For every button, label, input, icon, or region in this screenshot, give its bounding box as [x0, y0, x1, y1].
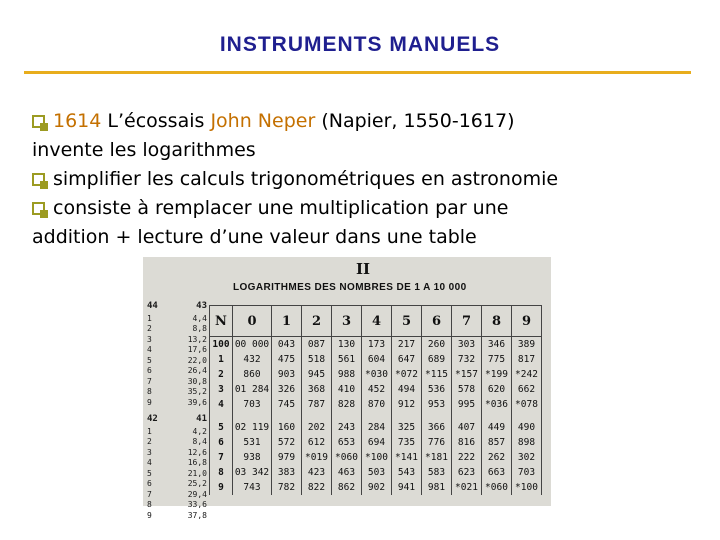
side-cell: 29,4	[187, 489, 207, 499]
square-bullet-icon	[32, 115, 45, 128]
log-value-cell: *030	[362, 367, 392, 382]
log-value-cell: 260	[422, 337, 452, 353]
logarithm-table	[209, 305, 542, 495]
side-cell: 5	[147, 355, 152, 365]
log-value-cell: *060	[482, 480, 512, 495]
log-value-cell: 407	[452, 412, 482, 435]
log-value-cell: 903	[272, 367, 302, 382]
log-value-cell: 912	[392, 397, 422, 412]
table-row	[210, 397, 542, 412]
side-heading	[147, 301, 207, 312]
row-number-cell: 3	[210, 382, 233, 397]
highlighted-text: 1614	[53, 110, 102, 132]
log-value-cell: *100	[362, 450, 392, 465]
side-heading-value: 44	[147, 301, 158, 311]
log-value-cell: 383	[272, 465, 302, 480]
log-value-cell: 160	[272, 412, 302, 435]
side-row	[147, 356, 207, 367]
log-value-cell: *021	[452, 480, 482, 495]
side-cell: 9	[147, 397, 152, 407]
log-value-cell: 503	[362, 465, 392, 480]
side-cell: 12,6	[187, 447, 207, 457]
log-value-cell: 303	[452, 337, 482, 353]
row-number-cell: 6	[210, 435, 233, 450]
side-row	[147, 324, 207, 335]
text-span: simplifier les calculs trigonométriques en astronomie	[53, 168, 559, 190]
side-cell: 26,4	[187, 366, 207, 375]
side-row	[147, 479, 207, 490]
side-row	[147, 387, 207, 398]
log-value-cell: 389	[512, 337, 542, 353]
log-value-cell: 325	[392, 412, 422, 435]
log-value-cell: *199	[482, 367, 512, 382]
table-row	[210, 435, 542, 450]
table-row	[210, 337, 542, 353]
log-value-cell: 368	[302, 382, 332, 397]
column-header: 9	[512, 306, 542, 337]
log-value-cell: *115	[422, 367, 452, 382]
log-value-cell: 302	[512, 450, 542, 465]
side-row	[147, 314, 207, 325]
column-header: 0	[233, 306, 272, 337]
side-row	[147, 511, 207, 522]
side-cell: 22,0	[187, 355, 207, 365]
side-cell: 13,2	[187, 334, 207, 344]
log-value-cell: 536	[422, 382, 452, 397]
log-value-cell: 00 000	[233, 337, 272, 353]
log-value-cell: 173	[362, 337, 392, 353]
log-value-cell: 01 284	[233, 382, 272, 397]
proportional-parts-column	[147, 301, 207, 520]
square-bullet-icon	[32, 173, 45, 186]
text-span: consiste à remplacer une multiplication par une	[53, 197, 509, 219]
row-number-cell: 1	[210, 352, 233, 367]
row-number-cell: 8	[210, 465, 233, 480]
log-value-cell: *100	[512, 480, 542, 495]
side-cell: 5	[147, 468, 152, 478]
slide-title: INSTRUMENTS MANUELS	[219, 33, 501, 56]
log-value-cell: 561	[332, 352, 362, 367]
side-cell: 37,8	[187, 510, 207, 520]
log-value-cell: 423	[302, 465, 332, 480]
log-value-cell: 346	[482, 337, 512, 353]
row-number-cell: 9	[210, 480, 233, 495]
side-cell: 8,4	[192, 437, 207, 446]
side-cell: 35,2	[187, 387, 207, 396]
side-cell: 3	[147, 447, 152, 457]
text-span: addition + lecture d’une valeur dans une table	[32, 226, 477, 248]
text-line	[32, 224, 477, 250]
side-cell: 3	[147, 334, 152, 344]
column-header: 1	[272, 306, 302, 337]
text-line	[32, 166, 558, 192]
side-row	[147, 377, 207, 388]
log-value-cell: 732	[452, 352, 482, 367]
log-value-cell: 953	[422, 397, 452, 412]
side-cell: 30,8	[187, 376, 207, 386]
side-cell: 4,2	[192, 426, 207, 436]
column-header: 4	[362, 306, 392, 337]
log-value-cell: 604	[362, 352, 392, 367]
log-value-cell: 623	[452, 465, 482, 480]
column-header: 3	[332, 306, 362, 337]
side-cell: 25,2	[187, 479, 207, 488]
side-row	[147, 469, 207, 480]
log-value-cell: 979	[272, 450, 302, 465]
log-value-cell: 902	[362, 480, 392, 495]
table-row	[210, 367, 542, 382]
log-value-cell: 494	[392, 382, 422, 397]
log-value-cell: 743	[233, 480, 272, 495]
log-value-cell: 572	[272, 435, 302, 450]
table-number: II	[356, 260, 371, 278]
side-cell: 7	[147, 489, 152, 499]
side-row	[147, 345, 207, 356]
side-cell: 8,8	[192, 324, 207, 333]
log-value-cell: 860	[233, 367, 272, 382]
side-cell: 7	[147, 376, 152, 386]
side-row	[147, 366, 207, 377]
log-value-cell: 653	[332, 435, 362, 450]
text-line	[32, 137, 256, 163]
log-value-cell: 452	[362, 382, 392, 397]
column-header: 6	[422, 306, 452, 337]
side-cell: 2	[147, 437, 152, 446]
side-row	[147, 398, 207, 409]
log-value-cell: 432	[233, 352, 272, 367]
table-row	[210, 480, 542, 495]
row-number-cell: 5	[210, 412, 233, 435]
log-value-cell: *072	[392, 367, 422, 382]
text-span: invente les logarithmes	[32, 139, 256, 161]
log-value-cell: 938	[233, 450, 272, 465]
log-value-cell: *019	[302, 450, 332, 465]
log-value-cell: 662	[512, 382, 542, 397]
log-value-cell: 816	[452, 435, 482, 450]
log-value-cell: 735	[392, 435, 422, 450]
log-value-cell: 745	[272, 397, 302, 412]
log-value-cell: 284	[362, 412, 392, 435]
log-value-cell: *060	[332, 450, 362, 465]
log-value-cell: 243	[332, 412, 362, 435]
side-row	[147, 437, 207, 448]
side-row	[147, 448, 207, 459]
table-row	[210, 412, 542, 435]
log-value-cell: 463	[332, 465, 362, 480]
log-value-cell: 647	[392, 352, 422, 367]
column-header: N	[210, 306, 233, 337]
row-number-cell: 7	[210, 450, 233, 465]
side-row	[147, 427, 207, 438]
highlighted-text: John Neper	[210, 110, 316, 132]
side-cell: 2	[147, 324, 152, 333]
log-value-cell: 583	[422, 465, 452, 480]
side-cell: 8	[147, 500, 152, 509]
side-row	[147, 500, 207, 511]
log-value-cell: 490	[512, 412, 542, 435]
side-cell: 6	[147, 366, 152, 375]
log-value-cell: 857	[482, 435, 512, 450]
text-span: L’écossais	[101, 110, 211, 132]
side-heading	[147, 414, 207, 425]
text-span: (Napier, 1550-1617)	[315, 110, 515, 132]
side-cell: 4	[147, 345, 152, 354]
log-value-cell: 703	[512, 465, 542, 480]
log-value-cell: 043	[272, 337, 302, 353]
log-value-cell: 578	[452, 382, 482, 397]
column-header: 2	[302, 306, 332, 337]
side-row	[147, 490, 207, 501]
side-row	[147, 335, 207, 346]
log-value-cell: 217	[392, 337, 422, 353]
log-value-cell: 776	[422, 435, 452, 450]
log-value-cell: 087	[302, 337, 332, 353]
napier-log-table-image	[143, 257, 551, 520]
log-value-cell: 981	[422, 480, 452, 495]
log-value-cell: 782	[272, 480, 302, 495]
side-row	[147, 458, 207, 469]
column-header: 7	[452, 306, 482, 337]
side-cell: 9	[147, 510, 152, 520]
row-number-cell: 100	[210, 337, 233, 353]
log-value-cell: 475	[272, 352, 302, 367]
log-value-cell: 612	[302, 435, 332, 450]
side-cell: 17,6	[187, 345, 207, 354]
side-cell: 1	[147, 426, 152, 436]
log-value-cell: 663	[482, 465, 512, 480]
side-cell: 6	[147, 479, 152, 488]
table-row	[210, 465, 542, 480]
table-caption: LOGARITHMES DES NOMBRES DE 1 A 10 000	[233, 282, 467, 293]
log-value-cell: 518	[302, 352, 332, 367]
log-value-cell: 689	[422, 352, 452, 367]
table-header-row	[210, 306, 542, 337]
log-value-cell: 995	[452, 397, 482, 412]
log-value-cell: 694	[362, 435, 392, 450]
log-value-cell: *078	[512, 397, 542, 412]
log-value-cell: 898	[512, 435, 542, 450]
row-number-cell: 4	[210, 397, 233, 412]
log-value-cell: *157	[452, 367, 482, 382]
log-value-cell: 366	[422, 412, 452, 435]
log-value-cell: 262	[482, 450, 512, 465]
log-value-cell: *141	[392, 450, 422, 465]
log-value-cell: 202	[302, 412, 332, 435]
side-heading-value: 43	[196, 301, 207, 311]
side-cell: 1	[147, 313, 152, 323]
title-underline	[24, 71, 691, 74]
log-value-cell: 130	[332, 337, 362, 353]
row-number-cell: 2	[210, 367, 233, 382]
log-value-cell: 817	[512, 352, 542, 367]
table-row	[210, 382, 542, 397]
log-value-cell: *036	[482, 397, 512, 412]
side-cell: 8	[147, 387, 152, 396]
log-value-cell: 449	[482, 412, 512, 435]
log-value-cell: 775	[482, 352, 512, 367]
log-value-cell: 862	[332, 480, 362, 495]
side-cell: 39,6	[187, 397, 207, 407]
table-row	[210, 450, 542, 465]
log-value-cell: 945	[302, 367, 332, 382]
text-line	[32, 195, 508, 221]
log-value-cell: 703	[233, 397, 272, 412]
side-heading-value: 41	[196, 414, 207, 424]
side-heading-value: 42	[147, 414, 158, 424]
side-cell: 33,6	[187, 500, 207, 509]
log-value-cell: 03 342	[233, 465, 272, 480]
square-bullet-icon	[32, 202, 45, 215]
log-value-cell: 870	[362, 397, 392, 412]
column-header: 5	[392, 306, 422, 337]
side-cell: 4,4	[192, 313, 207, 323]
log-value-cell: 543	[392, 465, 422, 480]
log-value-cell: 02 119	[233, 412, 272, 435]
log-value-cell: 787	[302, 397, 332, 412]
side-cell: 16,8	[187, 458, 207, 467]
text-line	[32, 108, 514, 134]
table-row	[210, 352, 542, 367]
log-value-cell: 988	[332, 367, 362, 382]
log-value-cell: 620	[482, 382, 512, 397]
log-value-cell: 828	[332, 397, 362, 412]
log-value-cell: 941	[392, 480, 422, 495]
log-value-cell: 326	[272, 382, 302, 397]
log-value-cell: 531	[233, 435, 272, 450]
log-value-cell: *181	[422, 450, 452, 465]
log-value-cell: 410	[332, 382, 362, 397]
log-value-cell: 822	[302, 480, 332, 495]
log-value-cell: *242	[512, 367, 542, 382]
side-cell: 4	[147, 458, 152, 467]
log-value-cell: 222	[452, 450, 482, 465]
column-header: 8	[482, 306, 512, 337]
side-cell: 21,0	[187, 468, 207, 478]
